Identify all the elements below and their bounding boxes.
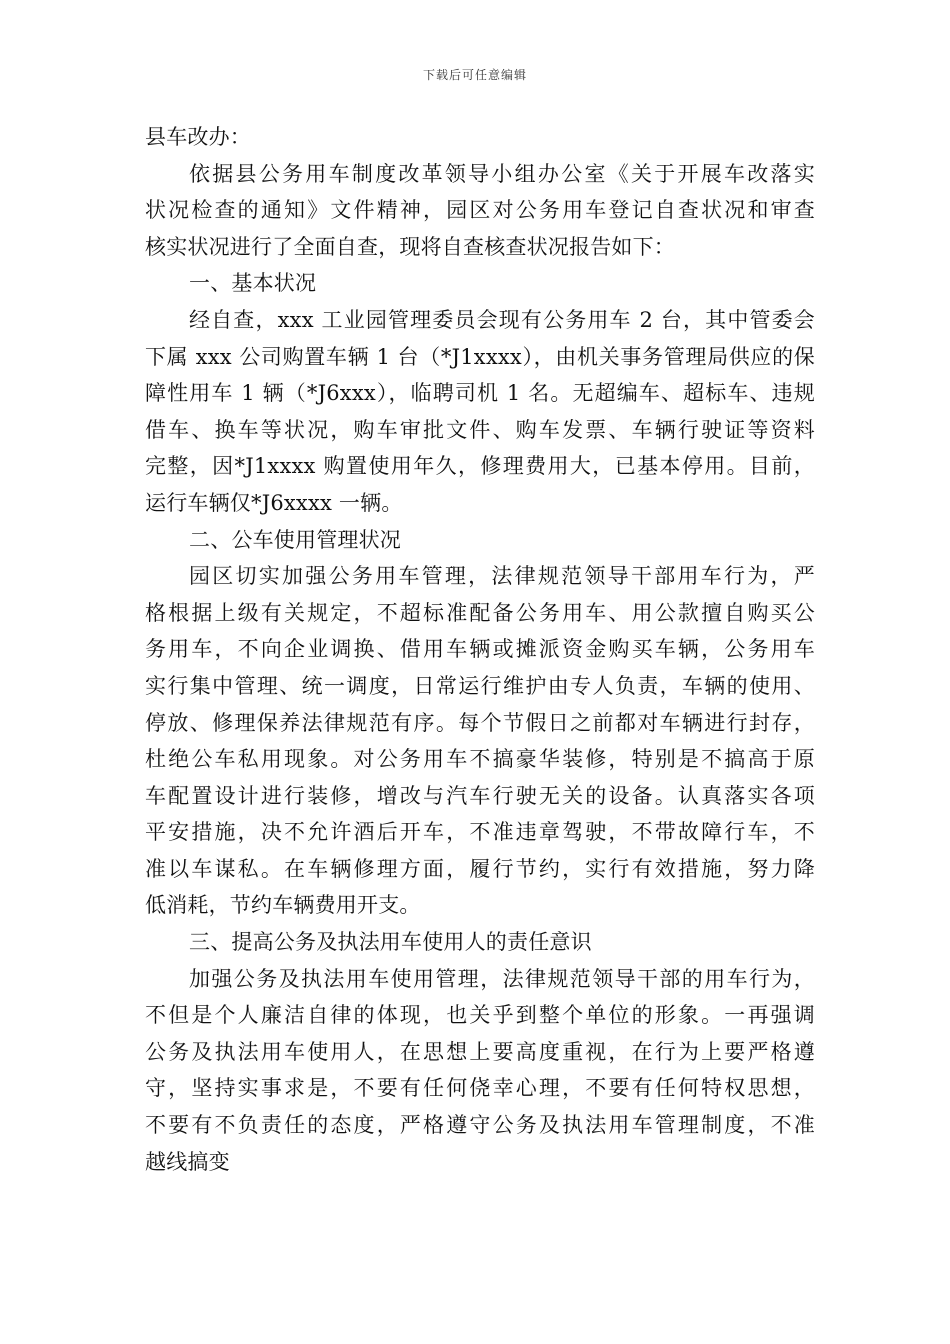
text-line: 障性用车 1 辆（*J6xxx），临聘司机 1 名。无超编车、超标车、违规 [145, 381, 815, 406]
text-line: 不要有不负责任的态度，严格遵守公务及执法用车管理制度，不准 [145, 1113, 815, 1138]
text-line: 车配置设计进行装修，增改与汽车行驶无关的设备。认真落实各项 [145, 783, 815, 808]
text-line: 低消耗，节约车辆费用开支。 [145, 893, 421, 918]
text-line: 一、基本状况 [189, 271, 317, 296]
text-line: 二、公车使用管理状况 [189, 527, 401, 552]
text-line: 三、提高公务及执法用车使用人的责任意识 [189, 930, 592, 955]
text-line: 依据县公务用车制度改革领导小组办公室《关于开展车改落实 [189, 161, 815, 186]
text-line: 公务及执法用车使用人，在思想上要高度重视，在行为上要严格遵 [145, 1039, 815, 1064]
text-line: 完整，因*J1xxxx 购置使用年久，修理费用大，已基本停用。目前， [145, 454, 815, 479]
text-line: 运行车辆仅*J6xxxx 一辆。 [145, 490, 403, 515]
text-line: 杜绝公车私用现象。对公务用车不搞豪华装修，特别是不搞高于原 [145, 747, 815, 772]
text-line: 园区切实加强公务用车管理，法律规范领导干部用车行为，严 [189, 564, 815, 589]
text-line: 格根据上级有关规定，不超标准配备公务用车、用公款擅自购买公 [145, 600, 815, 625]
text-line: 借车、换车等状况，购车审批文件、购车发票、车辆行驶证等资料 [145, 417, 815, 442]
text-line: 守，坚持实事求是，不要有任何侥幸心理，不要有任何特权思想， [145, 1076, 815, 1101]
text-line: 准以车谋私。在车辆修理方面，履行节约，实行有效措施，努力降 [145, 856, 815, 881]
text-line: 务用车，不向企业调换、借用车辆或摊派资金购买车辆，公务用车 [145, 637, 815, 662]
text-line: 经自查，xxx 工业园管理委员会现有公务用车 2 台，其中管委会 [189, 307, 815, 332]
text-line: 加强公务及执法用车使用管理，法律规范领导干部的用车行为， [189, 966, 815, 991]
text-line: 核实状况进行了全面自查，现将自查核查状况报告如下： [145, 234, 675, 259]
text-line: 下属 xxx 公司购置车辆 1 台（*J1xxxx），由机关事务管理局供应的保 [145, 344, 815, 369]
text-line: 状况检查的通知》文件精神，园区对公务用车登记自查状况和审查 [145, 198, 815, 223]
text-line: 越线搞变 [145, 1149, 230, 1174]
text-line: 停放、修理保养法律规范有序。每个节假日之前都对车辆进行封存， [145, 710, 815, 735]
document-body [145, 119, 815, 1180]
text-line: 不但是个人廉洁自律的体现，也关乎到整个单位的形象。一再强调 [145, 1003, 815, 1028]
page-header-note: 下载后可任意编辑 [422, 68, 527, 82]
text-line: 平安措施，决不允许酒后开车，不准违章驾驶，不带故障行车，不 [145, 820, 815, 845]
text-line: 实行集中管理、统一调度，日常运行维护由专人负责，车辆的使用、 [145, 673, 815, 698]
text-line: 县车改办： [145, 125, 251, 149]
